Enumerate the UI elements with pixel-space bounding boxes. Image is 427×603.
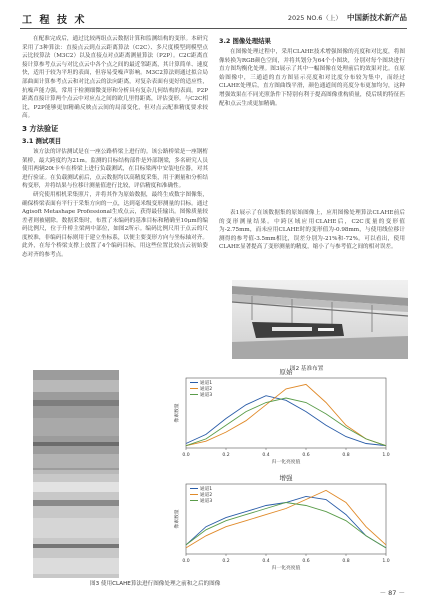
section-heading: 3 方法验证 [22, 123, 59, 133]
y-axis-label: 像素数量 [175, 509, 180, 529]
paragraph: 表1展示了在该数据集的原始图像上，应用图像处理算法CLAHE前后的变形测量结果。中跨区域应用CLAHE后，C2C度量的变形值为-2.75mm，而未应用CLAHE时的变形值为-0.98mm，与使用线位移计测得的参考值-3.5mm相比，误差分别为-21%和-72%。可以看出，使用CLAHE显著提高了变形测量的精度，缩小了与参考值之间的相对误差。 [219, 210, 405, 251]
paragraph: 在配准完成后，通过比较两组点云数据计算和监测结构的变形。本研究采用了3种算法：直接点云到点云距离算法（C2C）、多尺度模型到模型点云比较算法（M3C2）以及直接点对点距离测量算法（P2P）。C2C距离直接计算参考点云与对比点云中各个点之间的最近邻距离，其计算简单、速度快，适用于较为平坦的表面，但容易受噪声影响。M3C2算法则通过拟合局部曲面计算参考点云和对比点云的法向距离，对复杂表面有更好的适应性，抗噪声能力强，常用于检测细微变形和分析具有复杂几何结构的表面。P2P距离直接计算两个点云中对应点之间的欧几里得距离，评估变形。与C2C相比，P2P能够更加精确反映点云间的局部变化，但对点云配准精度要求较高。 [22, 36, 208, 120]
histogram-enhanced [150, 472, 412, 572]
legend-label: 通道3 [200, 393, 213, 398]
journal-header [288, 12, 407, 23]
x-tick-label: 0.4 [262, 453, 270, 458]
bridge-photo-graphic [232, 280, 408, 359]
right-column-bottom [219, 209, 405, 252]
header-rule [20, 28, 407, 29]
x-axis-label: 归一化亮度值 [271, 460, 301, 465]
left-column [22, 35, 208, 260]
paragraph: 在图像处理过程中，采用CLAHE技术增强图像的亮度和对比度，将图像转换为RGB颜色空间，并将其划分为64个小图块，分别对每个图块进行直方图均衡化处理。图3展示了其中一幅图像在处理前后的效果对比。在原始图像中，三通道的直方图显示亮度和对比度分布较为集中，而经过CLAHE处理后，直方图曲线平滑，颜色通道间的亮度分布更加均匀，这种增强效果在不同光照条件下特别有利于提高图像重构质量，使后续的特征匹配和点云生成更加精确。 [219, 49, 405, 107]
legend-label: 通道3 [200, 499, 213, 504]
section-label: 工 程 技 术 [22, 15, 87, 26]
y-axis-label: 像素数量 [175, 403, 180, 423]
x-tick-label: 0.2 [222, 559, 230, 564]
bridge-photo [232, 280, 408, 359]
chart-title: 增强 [279, 474, 293, 482]
x-tick-label: 0.6 [302, 453, 310, 458]
x-tick-label: 0.8 [342, 559, 350, 564]
paragraph: 研究使用相机采集照片，并将其作为原始数据，最终生成数字图像集，确保桥梁表面有平行于采集方向的一点，达到毫米级变形测量的目标。通过Agisoft Metashape Professional生成点云，获得最佳输出。图像质量较差者则被剔除。数据采集时，布置了未编码的基准目标和精确至10μm的编码比例尺，位于升桥主梁两中部位，如图2所示。编码比例尺用于点云的尺度校准，非编码目标则用于建立坐标系，以便主要变形方向与坐标轴对齐。此外，在每个桥梁支撑上放置了4个编码目标，用这些位置比较点云初始姿态对齐的参考点。 [22, 191, 208, 259]
x-tick-label: 0.8 [342, 453, 350, 458]
figure-2-caption: 图2 基准布置 [290, 366, 324, 372]
legend-label: 通道1 [200, 487, 213, 492]
x-tick-label: 1.0 [382, 559, 390, 564]
x-tick-label: 0.0 [182, 453, 190, 458]
x-tick-label: 0.6 [302, 559, 310, 564]
x-tick-label: 1.0 [382, 453, 390, 458]
x-tick-label: 0.2 [222, 453, 230, 458]
chart-title: 原始 [279, 368, 293, 376]
histogram-original [150, 366, 412, 466]
plot-frame [186, 484, 386, 554]
image-pair-graphic [33, 370, 119, 578]
subsection-heading: 3.2 图像处理结果 [219, 37, 271, 45]
x-axis-label: 归一化亮度值 [271, 566, 301, 571]
legend-label: 通道1 [200, 381, 213, 386]
issue-label: 2025 NO.6（上） [287, 14, 342, 22]
x-tick-label: 0.0 [182, 559, 190, 564]
right-column-top [219, 35, 405, 108]
journal-brand: 中国新技术新产品 [347, 13, 407, 22]
subsection-heading: 3.1 测试项目 [22, 136, 62, 145]
x-tick-label: 0.4 [262, 559, 270, 564]
legend-label: 通道2 [200, 493, 213, 498]
paragraph: 该方法的评估测试是在一座公路桥梁上进行的。该公路桥梁是一座钢桁架桥，最大跨度约为21m。监测的目标结构部件是外部钢梁，多名研究人员使用两辆20t卡车在桥梁上进行负载测试，在目标梁两中安装电位器，对其进行验证。在负载测试前后，点云数据均以高精度采集，用于测量和分析结构变形，并将结果与位移计测量值进行比较，评估精度和准确性。 [22, 148, 208, 190]
page-number: － 87 － [379, 589, 405, 597]
legend-label: 通道2 [200, 387, 213, 392]
figure-3-caption: 图3 使用CLAHE算法进行图像处理之前和之后的图像 [90, 581, 221, 587]
processed-image-pair [33, 370, 119, 578]
